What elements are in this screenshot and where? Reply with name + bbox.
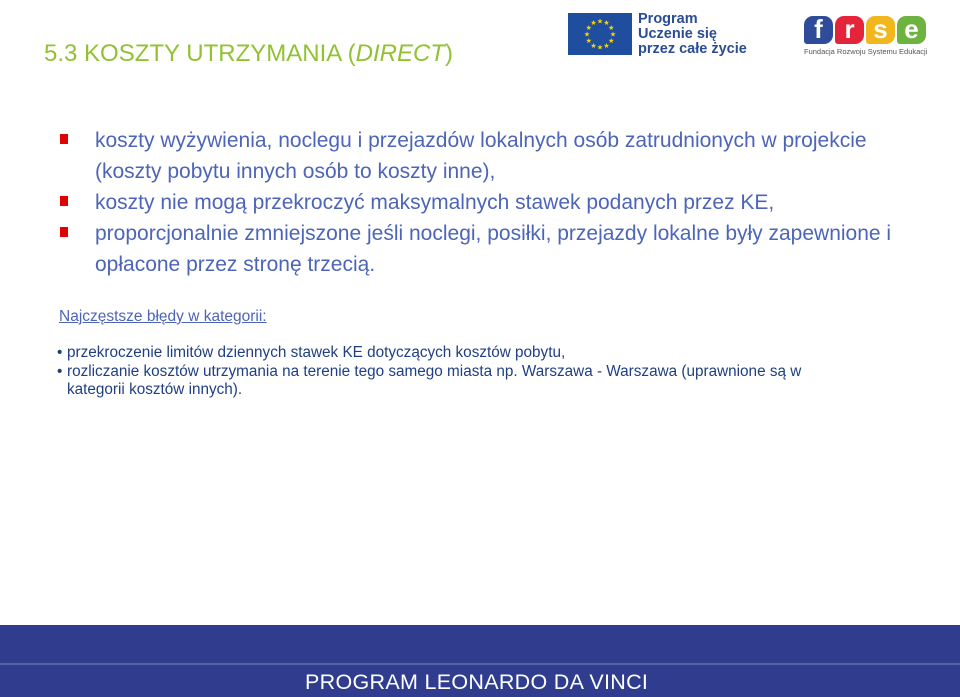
eu-star-icon: ★ <box>596 18 604 26</box>
frse-letter: r <box>835 16 864 44</box>
main-bullet-text: proporcjonalnie zmniejszone jeśli noclegi, posiłki, przejazdy lokalne były zapewnione i opłacone przez stronę trzecią. <box>95 222 892 276</box>
eu-star-icon: ★ <box>608 38 615 45</box>
main-bullet-item <box>60 187 900 218</box>
dot-bullet-icon: • <box>57 362 63 380</box>
dot-bullet-icon: • <box>57 344 63 361</box>
title-prefix: 5.3 KOSZTY UTRZYMANIA ( <box>44 40 356 67</box>
error-item-text: przekroczenie limitów dziennych stawek KE dotyczących kosztów pobytu, <box>67 344 566 361</box>
error-item-text: rozliczanie kosztów utrzymania na terenie tego samego miasta np. Warszawa - Warszawa (uprawnione są w kategorii kosztów innych). <box>67 362 802 398</box>
eu-star-icon: ★ <box>585 38 592 45</box>
eu-program-text <box>638 12 747 57</box>
title-suffix: ) <box>444 40 453 67</box>
eu-line-3: przez całe życie <box>638 40 747 57</box>
eu-star-icon: ★ <box>608 25 615 32</box>
eu-star-icon: ★ <box>590 20 597 28</box>
square-bullet-icon <box>60 227 68 237</box>
eu-star-icon: ★ <box>596 44 604 52</box>
eu-star-icon: ★ <box>590 42 597 50</box>
frse-caption: Fundacja Rozwoju Systemu Edukacji <box>804 47 928 56</box>
frse-letters <box>804 16 934 44</box>
eu-flag-icon <box>568 13 632 55</box>
slide-title <box>44 40 453 68</box>
footer-text: PROGRAM LEONARDO DA VINCI <box>305 670 649 694</box>
frse-letter: e <box>897 16 926 44</box>
error-item <box>57 344 817 363</box>
frse-letter: f <box>804 16 833 44</box>
frse-letter: s <box>866 16 895 44</box>
frse-logo <box>804 16 934 56</box>
main-bullet-text: koszty nie mogą przekroczyć maksymalnych stawek podanych przez KE, <box>95 191 775 214</box>
eu-star-icon: ★ <box>603 20 610 28</box>
eu-star-icon: ★ <box>609 31 617 39</box>
square-bullet-icon <box>60 134 68 144</box>
main-bullet-item <box>60 218 900 280</box>
square-bullet-icon <box>60 196 68 206</box>
error-item <box>57 363 817 400</box>
title-italic: DIRECT <box>355 40 445 67</box>
eu-program-logo <box>568 10 747 58</box>
main-bullet-text: koszty wyżywienia, noclegu i przejazdów lokalnych osób zatrudnionych w projekcie (koszty pobytu innych osób to koszty inne), <box>95 129 867 183</box>
eu-star-icon: ★ <box>583 31 591 39</box>
eu-line-2: Uczenie się <box>638 25 717 42</box>
eu-line-1: Program <box>638 10 698 27</box>
eu-star-icon: ★ <box>585 25 592 32</box>
errors-list <box>57 344 817 400</box>
main-bullet-list <box>60 125 900 280</box>
main-bullet-item <box>60 125 900 187</box>
eu-star-icon: ★ <box>603 42 610 50</box>
errors-heading: Najczęstsze błędy w kategorii: <box>59 308 267 325</box>
footer-divider <box>0 663 960 665</box>
